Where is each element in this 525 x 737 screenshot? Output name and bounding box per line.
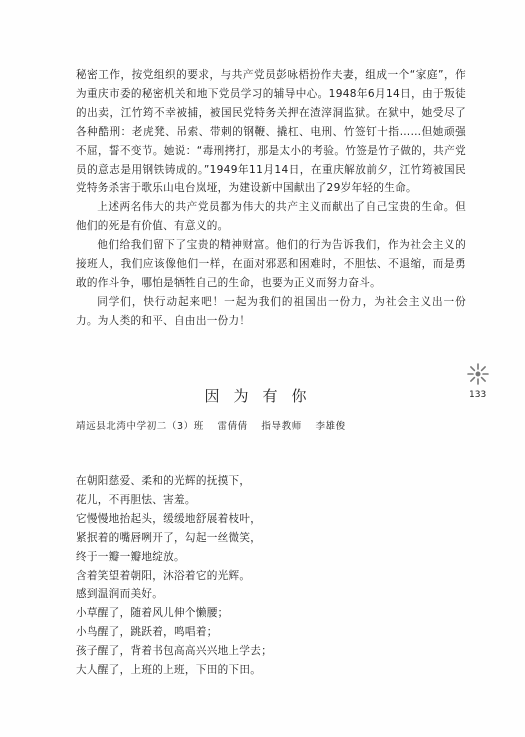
page-number: 133 [469, 390, 487, 400]
poem-line: 大人醒了，上班的上班，下田的下田。 [76, 664, 262, 677]
poem-line: 小草醒了，随着风儿伸个懒腰； [76, 607, 229, 620]
school-class: 靖远县北湾中学初二（3）班 [76, 421, 204, 432]
poem-line: 感到温润而美好。 [76, 588, 164, 601]
poem-line: 它慢慢地抬起头，缓缓地舒展着枝叶， [76, 512, 262, 525]
author-name: 雷倩倩 [217, 421, 248, 432]
poem-line: 含着笑望着朝阳，沐浴着它的光辉。 [76, 569, 251, 582]
essay-paragraph: 他们给我们留下了宝贵的精神财富。他们的行为告诉我们，作为社会主义的接班人，我们应该像他们一样，在面对邪恶和困难时，不胆怯、不退缩，而是勇敢的作斗争，哪怕是牺牲自己的生命，也要为正义而努力奋斗。 [76, 239, 466, 289]
poem-line: 小鸟醒了，跳跃着，鸣唱着； [76, 626, 218, 639]
poem-line: 终于一瓣一瓣地绽放。 [76, 550, 185, 563]
essay-paragraph: 上述两名伟大的共产党员都为伟大的共产主义而献出了自己宝贵的生命。但他们的死是有价值、有意义的。 [76, 201, 466, 233]
teacher-name: 李雄俊 [315, 421, 346, 432]
poem-body [76, 472, 272, 680]
poem-line: 在朝阳慈爱、柔和的光辉的抚摸下， [76, 475, 251, 487]
essay-paragraph: 秘密工作，按党组织的要求，与共产党员彭咏梧扮作夫妻，组成一个“家庭”，作为重庆市委的秘密机关和地下党员学习的辅导中心。1948年6月14日，由于叛徒的出卖，江竹筠不幸被捕，被国民党特务关押在渣滓洞监狱。在狱中，她受尽了各种酷刑：老虎凳、吊索、带刺的钢鞭、撬杠、电刑、竹签钉十指……但她顽强不屈，誓不变节。她说：“毒刑拷打，那是太小的考验。竹签是竹子做的，共产党员的意志是用钢铁铸成的。”1949年11月14日，在重庆解放前夕，江竹筠被国民党特务杀害于歌乐山电台岚垭，为建设新中国献出了29岁年轻的生命。 [76, 69, 466, 195]
byline [76, 418, 356, 432]
teacher-label: 指导教师 [261, 421, 302, 432]
essay-paragraph: 同学们，快行动起来吧！一起为我们的祖国出一份力，为社会主义出一份力。为人类的和平、自由出一份力！ [76, 295, 466, 327]
poem-line: 花儿，不再胆怯、害羞。 [76, 493, 196, 506]
poem-line: 紧抿着的嘴唇咧开了，勾起一丝微笑， [76, 531, 262, 544]
poem-title: 因为有你 [204, 387, 321, 405]
decorative-flourish-icon [466, 362, 490, 386]
essay-body [76, 66, 466, 331]
poem-line: 孩子醒了，背着书包高高兴兴地上学去； [76, 645, 273, 658]
